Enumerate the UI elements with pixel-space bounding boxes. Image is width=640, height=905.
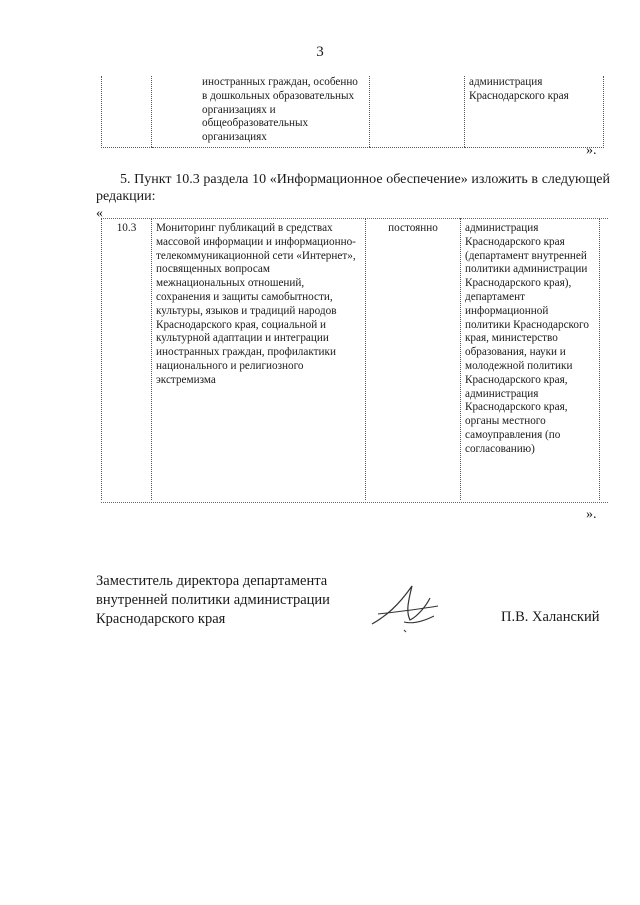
signatory-position bbox=[96, 572, 330, 629]
table-cell-executor: администрация Краснодарского края (департамент внутренней политики администрации Краснодарского края), департамент информационной политики Краснодарского края, министерство образования, науки и молодежной политики Краснодарского края, администрация Краснодарского края, органы местного самоуправления (по согласованию) bbox=[461, 218, 600, 500]
table-cell-term bbox=[370, 76, 465, 147]
signatory-line-3: Краснодарского края bbox=[96, 611, 226, 627]
paragraph-5: 5. Пункт 10.3 раздела 10 «Информационное обеспечение» изложить в следующей редакции: bbox=[96, 172, 610, 204]
page-number: 3 bbox=[316, 44, 324, 60]
table-cell-executor: администрация Краснодарского края bbox=[465, 76, 604, 147]
table-cell-text: иностранных граждан, особенно в дошкольных образовательных организациях и общеобразовательных организациях bbox=[152, 76, 370, 147]
table-cell-number bbox=[102, 76, 152, 147]
table-new-10-3 bbox=[101, 218, 600, 500]
table-row bbox=[102, 218, 600, 500]
table-cell-number: 10.3 bbox=[102, 218, 152, 500]
handwritten-signature bbox=[368, 576, 448, 636]
table-cell-term: постоянно bbox=[366, 218, 461, 500]
closing-quote: ». bbox=[586, 507, 597, 522]
table-row bbox=[102, 76, 604, 147]
closing-quote: ». bbox=[586, 143, 597, 158]
table-bottom-border bbox=[101, 502, 608, 503]
signatory-name: П.В. Халанский bbox=[501, 609, 600, 625]
opening-quote: « bbox=[96, 206, 103, 221]
table-continued bbox=[101, 76, 604, 148]
table-cell-text: Мониторинг публикаций в средствах массовой информации и информационно-телекоммуникационной сети «Интернет», посвященных вопросам межнациональных отношений, сохранения и защиты самобытности, культуры, языков и традиций народов Краснодарского края, социальной и культурной адаптации и интеграции иностранных граждан, профилактики национального и религиозного экстремизма bbox=[152, 218, 366, 500]
signatory-line-1: Заместитель директора департамента bbox=[96, 573, 328, 589]
signatory-line-2: внутренней политики администрации bbox=[96, 592, 330, 608]
